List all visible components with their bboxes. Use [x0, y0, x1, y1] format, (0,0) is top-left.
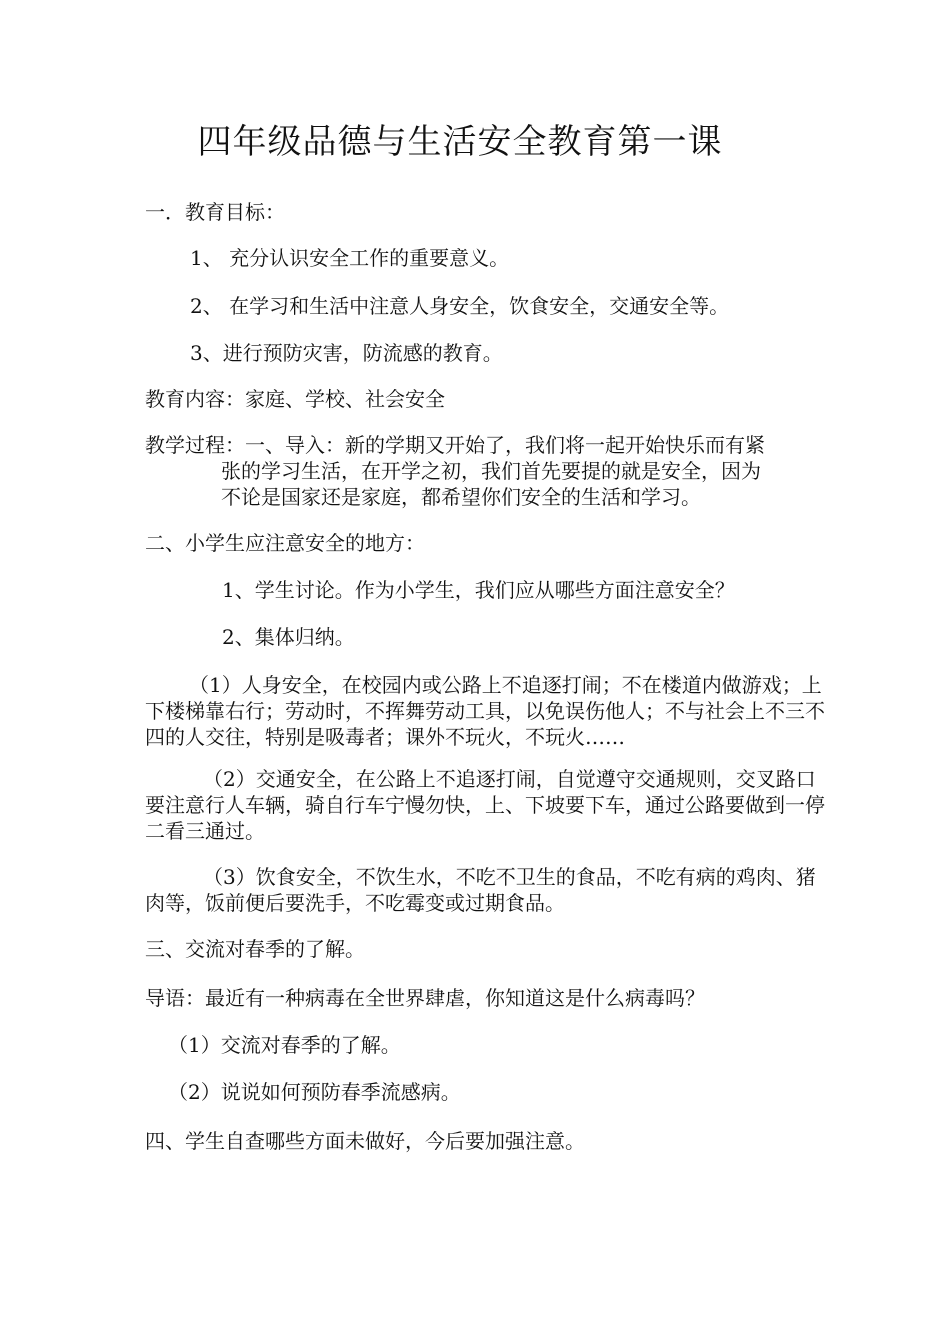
safety-point-traffic: （2）交通安全，在公路上不追逐打闹，自觉遵守交通规则，交叉路口要注意行人车辆，骑自行车宁慢勿快，上、下坡要下车，通过公路要做到一停二看三通过。: [145, 767, 825, 843]
education-content: 教育内容：家庭、学校、社会安全: [145, 387, 445, 411]
section3-intro: 导语：最近有一种病毒在全世界肆虐，你知道这是什么病毒吗？: [145, 986, 705, 1010]
process-line-2: 张的学习生活，在开学之初，我们首先要提的就是安全，因为: [221, 459, 761, 483]
goals-heading: 一．教育目标：: [145, 200, 285, 224]
goal-item-1: 1、 充分认识安全工作的重要意义。: [190, 246, 510, 270]
section2-step-1: 1、学生讨论。作为小学生，我们应从哪些方面注意安全？: [222, 578, 735, 602]
safety-point-personal: （1）人身安全，在校园内或公路上不追逐打闹；不在楼道内做游戏；上下楼梯靠右行；劳动时，不挥舞劳动工具，以免误伤他人；不与社会上不三不四的人交往，特别是吸毒者；课外不玩火，不玩火……: [145, 673, 825, 749]
document-title: 四年级品德与生活安全教育第一课: [197, 122, 723, 162]
section3-item-1: （1）交流对春季的了解。: [168, 1033, 401, 1057]
safety-point-food: （3）饮食安全，不饮生水，不吃不卫生的食品，不吃有病的鸡肉、猪肉等，饭前便后要洗手，不吃霉变或过期食品。: [145, 865, 816, 915]
process-line-3: 不论是国家还是家庭，都希望你们安全的生活和学习。: [221, 485, 701, 509]
section4-heading: 四、学生自查哪些方面未做好，今后要加强注意。: [145, 1129, 585, 1153]
teaching-process: [145, 432, 825, 510]
goal-item-3: 3、进行预防灾害，防流感的教育。: [190, 341, 503, 365]
goal-item-2: 2、 在学习和生活中注意人身安全，饮食安全，交通安全等。: [190, 294, 730, 318]
section2-heading: 二、小学生应注意安全的地方：: [145, 531, 425, 555]
section3-item-2: （2）说说如何预防春季流感病。: [168, 1080, 461, 1104]
section3-heading: 三、交流对春季的了解。: [145, 937, 365, 961]
section2-step-2: 2、集体归纳。: [222, 625, 355, 649]
process-first-line: 教学过程：一、导入：新的学期又开始了，我们将一起开始快乐而有紧: [145, 433, 765, 457]
